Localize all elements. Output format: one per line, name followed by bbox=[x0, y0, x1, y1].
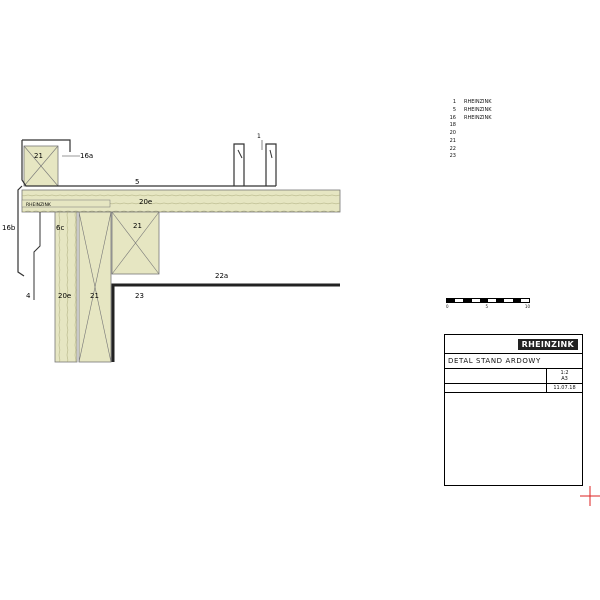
label-6c: 6c bbox=[56, 224, 65, 232]
legend-num: 5 bbox=[452, 106, 456, 113]
label-20e-top: 20e bbox=[139, 198, 153, 206]
label-21-block: 21 bbox=[133, 222, 142, 230]
legend-text: RHEINZINK bbox=[464, 106, 492, 113]
scale-bar-graphic bbox=[446, 298, 530, 303]
legend-num: 20 bbox=[449, 130, 456, 136]
label-21-post: 21 bbox=[90, 292, 99, 300]
label-23: 23 bbox=[135, 292, 144, 300]
legend-text: RHEINZINK bbox=[464, 114, 492, 121]
format-value: A3 bbox=[561, 376, 568, 382]
title-block-logo bbox=[445, 335, 582, 354]
legend-text bbox=[464, 123, 596, 129]
legend-row bbox=[446, 147, 596, 153]
legend-num: 18 bbox=[449, 122, 456, 129]
label-16b: 16b bbox=[2, 224, 16, 232]
label-16a: 16a bbox=[80, 152, 94, 160]
legend-num: 23 bbox=[449, 153, 456, 160]
legend-row bbox=[446, 116, 596, 122]
label-1: 1 bbox=[257, 133, 261, 140]
title-block-grid bbox=[445, 369, 582, 393]
label-22a: 22a bbox=[215, 272, 229, 280]
label-5: 5 bbox=[135, 178, 140, 186]
corner-mark bbox=[580, 486, 600, 506]
legend-text bbox=[464, 154, 596, 160]
scale-tick: 0 bbox=[446, 304, 449, 309]
drawing-number-cell bbox=[445, 384, 546, 393]
legend-num: 21 bbox=[449, 137, 456, 144]
membrane-22a bbox=[113, 285, 340, 362]
legend-text: RHEINZINK bbox=[464, 99, 492, 105]
drawing-title: DETAL STAND ARDOWY bbox=[445, 354, 582, 369]
edge-strip-text: RHEINZINK bbox=[26, 203, 51, 208]
legend-row bbox=[446, 139, 596, 145]
date-cell bbox=[546, 384, 582, 393]
legend-row bbox=[446, 100, 596, 106]
label-21-top-left: 21 bbox=[34, 152, 43, 160]
legend-row bbox=[446, 123, 596, 129]
scale-tick: 5 bbox=[485, 304, 488, 309]
label-20e-post: 20e bbox=[58, 292, 72, 300]
scale-cell bbox=[546, 369, 582, 384]
scale-bar bbox=[446, 296, 530, 309]
legend-text bbox=[464, 147, 596, 153]
label-4: 4 bbox=[26, 292, 31, 300]
scale-value: 1:2 bbox=[560, 370, 569, 376]
legend-num: 16 bbox=[449, 114, 456, 121]
rheinzink-logo: RHEINZINK bbox=[518, 339, 578, 350]
scale-tick: 10 bbox=[524, 304, 530, 309]
date-value: 11.07.18 bbox=[553, 385, 576, 391]
legend-row bbox=[446, 108, 596, 114]
legend-row bbox=[446, 154, 596, 160]
legend-text bbox=[464, 139, 596, 145]
title-block bbox=[444, 334, 583, 486]
legend bbox=[446, 100, 596, 166]
legend-num: 1 bbox=[452, 99, 456, 105]
legend-row bbox=[446, 131, 596, 137]
description-cell bbox=[445, 369, 546, 384]
scale-ticks bbox=[446, 304, 530, 309]
title-block-note bbox=[445, 393, 582, 397]
legend-text bbox=[464, 131, 596, 137]
legend-num: 22 bbox=[449, 145, 456, 152]
